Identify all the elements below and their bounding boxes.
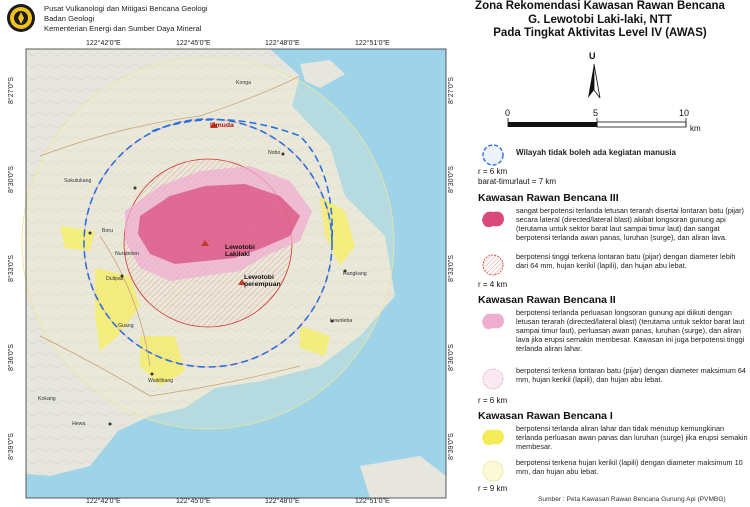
- institution-line3: Kementerian Energi dan Sumber Daya Mineral: [44, 24, 202, 33]
- krb2-desc: berpotensi terlanda perluasan longsoran gunung api diikuti dengan letusan terarah (directed/lateral blast) (terutama untuk sektor barat laut sampai timur laut), perluasan awan panas, luruhan (surge), dan aliran lava jika erupsi semakin membesar. Kawasan ini juga berpotensi tinggi terlanda aliran lahar.: [516, 308, 745, 353]
- lon-tick-bottom-2: 122°45'0"E: [176, 498, 211, 505]
- lat-tick-right-1: 8°27'0"S: [448, 77, 455, 104]
- place-boru: Boru: [102, 228, 113, 234]
- krb3-radial-desc: berpotensi tinggi terkena lontaran batu (pijar) dengan diameter lebih dari 64 mm, hujan kerikil (lapili), dan hujan abu lebat.: [516, 252, 736, 270]
- scale-bar: [506, 108, 702, 138]
- lat-tick-3: 8°33'0"S: [8, 255, 15, 282]
- esdm-logo-icon: [6, 3, 36, 33]
- north-arrow-icon: [582, 52, 606, 102]
- lon-tick-top-4: 122°51'0"E: [355, 40, 390, 47]
- krb3-heading: Kawasan Rawan Bencana III: [478, 192, 619, 204]
- krb1-heading: Kawasan Rawan Bencana I: [478, 410, 613, 422]
- lat-tick-right-5: 8°39'0"S: [448, 433, 455, 460]
- scale-tick-10: 10: [679, 108, 690, 118]
- lat-tick-2: 8°30'0"S: [8, 166, 15, 193]
- label-lewotobi-lakilaki: Lewotobi Lakilaki: [225, 244, 255, 258]
- krb1-radial-icon: [478, 458, 508, 484]
- legend-krb3-radial: [478, 252, 748, 278]
- title-line1: Zona Rekomendasi Kawasan Rawan Bencana: [475, 0, 725, 12]
- scale-tick-0: 0: [505, 108, 511, 118]
- legend-krb3-zone: [478, 206, 748, 242]
- map-panel[interactable]: [0, 36, 455, 507]
- lat-tick-1: 8°27'0"S: [8, 77, 15, 104]
- legend-r4: r = 4 km: [478, 280, 508, 289]
- krb2-radial-desc: berpotensi terkena lontaran batu (pijar) dengan diameter maksimum 64 mm, hujan kerikil (lapili), dan hujan abu lebat.: [516, 366, 746, 384]
- map-canvas[interactable]: [0, 36, 450, 507]
- lon-tick-bottom-3: 122°48'0"E: [265, 498, 300, 505]
- institution-line2: Badan Geologi: [44, 14, 95, 23]
- label-ilimuda: Ilimuda: [210, 122, 234, 129]
- lon-tick-top-1: 122°42'0"E: [86, 40, 121, 47]
- institution-line1: Pusat Vulkanologi dan Mitigasi Bencana Geologi: [44, 4, 208, 13]
- place-guang: Guang: [118, 323, 134, 329]
- place-kokang: Kokang: [38, 396, 56, 402]
- label-lewotobi-perempuan: Lewotobi perempuan: [244, 274, 281, 288]
- legend-r6: r = 6 km: [478, 167, 508, 176]
- legend-krb2-zone: [478, 308, 748, 353]
- lat-tick-5: 8°39'0"S: [8, 433, 15, 460]
- lat-tick-right-3: 8°33'0"S: [448, 255, 455, 282]
- krb3-zone-icon: [478, 206, 508, 232]
- legend-krb1-radial: [478, 458, 748, 484]
- legend-barat-timurlaut: barat-timurlaut = 7 km: [478, 177, 557, 186]
- title-line3: Pada Tingkat Aktivitas Level IV (AWAS): [493, 27, 707, 40]
- legend-r6b: r = 6 km: [478, 396, 508, 405]
- place-nobo: Nobo: [268, 150, 281, 156]
- krb2-radial-icon: [478, 366, 508, 392]
- krb3-desc: sangat berpotensi terlanda letusan terarah disertai lontaran batu (pijar) secara lateral (directed/lateral blast) akibat longsoran gunung api (terutama untuk sektor barat laut sampai timur laut) dan sangat berpotensi terlanda awan panas, luruhan (surge), dan aliran lava.: [516, 206, 744, 242]
- north-label: U: [589, 51, 596, 61]
- legend-krb2-radial: [478, 366, 748, 392]
- place-rangkang: Rangkang: [343, 271, 367, 277]
- krb2-heading: Kawasan Rawan Bencana II: [478, 294, 616, 306]
- exclusion-circle-icon: [478, 142, 508, 168]
- lat-tick-right-4: 8°36'0"S: [448, 344, 455, 371]
- place-hewa: Hewa: [72, 421, 86, 427]
- scale-tick-5: 5: [593, 108, 599, 118]
- source-note: Sumber : Peta Kawasan Rawan Bencana Gunung Api (PVMBG): [538, 496, 726, 503]
- krb1-radial-desc: berpotensi terkena hujan kerikil (lapili) dengan diameter maksimum 10 mm, dan hujan abu lebat.: [516, 458, 743, 476]
- krb1-zone-icon: [478, 424, 508, 450]
- krb2-zone-icon: [478, 308, 508, 334]
- place-waiklibang: Waiklibang: [148, 378, 174, 384]
- institution-block: [44, 4, 208, 34]
- lon-tick-bottom-1: 122°42'0"E: [86, 498, 121, 505]
- header: [0, 0, 450, 36]
- krb3-radial-icon: [478, 252, 508, 278]
- lat-tick-right-2: 8°30'0"S: [448, 166, 455, 193]
- lat-tick-4: 8°36'0"S: [8, 344, 15, 371]
- legend-exclusion: [478, 142, 748, 168]
- place-dulipali: Dulipali: [106, 276, 124, 282]
- krb1-desc: berpotensi terlanda aliran lahar dan tidak menutup kemungkinan terlanda perluasan awan panas dan luruhan (surge) jika erupsi semakin membesar.: [516, 424, 748, 451]
- map-title: [450, 0, 750, 41]
- lon-tick-top-3: 122°48'0"E: [265, 40, 300, 47]
- lon-tick-top-2: 122°45'0"E: [176, 40, 211, 47]
- place-nurabelen: Nurabelen: [115, 251, 139, 257]
- place-konga: Konga: [236, 80, 252, 86]
- legend-no-activity-text: Wilayah tidak boleh ada kegiatan manusia: [516, 148, 676, 157]
- lon-tick-bottom-4: 122°51'0"E: [355, 498, 390, 505]
- legend-krb1-zone: [478, 424, 748, 451]
- scale-unit: km: [690, 124, 701, 133]
- legend-r9: r = 9 km: [478, 484, 508, 493]
- place-sukutukang: Sukutukang: [64, 178, 92, 184]
- title-line2: G. Lewotobi Laki-laki, NTT: [528, 13, 672, 26]
- place-lewoleba: Lewoleba: [330, 318, 353, 324]
